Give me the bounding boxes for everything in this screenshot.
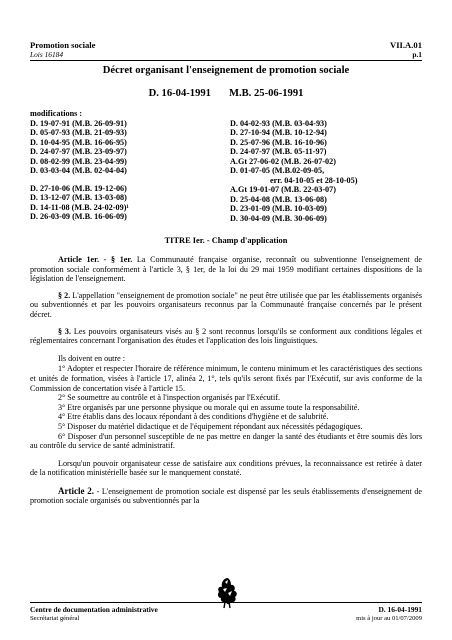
modifications-label: modifications :	[30, 109, 83, 118]
footer-update-date: mis à jour au 01/07/2009	[356, 615, 422, 622]
header-rule	[30, 60, 422, 61]
obligation-item: 1° Adopter et respecter l'horaire de référence minimum, le contenu minimum et les caractéristiques des sections et unités de formation, visées à l'article 17, alinéa 2, 1°, tels qu'ils seront fixés par l'Exécutif, sur avis conforme de la Commission de concertation visée à l'article 15.	[30, 364, 422, 393]
modification-entry: D. 01-07-05 (M.B.02-09-05,	[230, 166, 325, 175]
document-title: Décret organisant l'enseignement de promotion sociale	[102, 65, 350, 76]
footer-organisation: Centre de documentation administrative	[30, 605, 158, 614]
article-2-label: Article 2.	[58, 485, 95, 496]
decree-date: D. 16-04-1991	[148, 88, 211, 99]
obligation-item: 6° Disposer d'un personnel susceptible de ne pas mettre en danger la santé des étudiants et être soumis dès lors au contrôle du service de santé administratif.	[30, 431, 422, 451]
paragraph-2-text: L'appellation "enseignement de promotion sociale" ne peut être utilisée que par les établissements organisés ou subventionnés et par les pouvoirs organisateurs reconnus par la Communauté française concernés par le présent décret.	[30, 290, 423, 319]
article-1	[30, 255, 422, 284]
modification-entry: D. 03-03-04 (M.B. 02-04-04)	[30, 166, 127, 175]
obligation-item: 4° Etre établis dans des locaux répondant à des conditions d'hygiène et de salubrité.	[58, 412, 329, 422]
modifications-left-column	[30, 119, 230, 224]
page-footer	[30, 602, 422, 623]
modification-entry-continued: err. 04-10-05 et 28-10-05)	[270, 175, 358, 185]
paragraph-2	[30, 291, 422, 320]
rooster-logo-icon	[216, 576, 238, 610]
modification-entry: D. 14-11-08 (M.B. 24-02-09)¹	[30, 202, 129, 212]
footer-department: Secrétariat général	[30, 615, 80, 622]
article-1-section-label: § 1er.	[111, 255, 133, 264]
withdrawal-paragraph: Lorsqu'un pouvoir organisateur cesse de satisfaire aux conditions prévues, la reconnaissance est retirée à dater de la notification ministérielle basée sur le manquement constaté.	[30, 458, 422, 478]
modification-entry: D. 13-12-07 (M.B. 13-03-08)	[30, 193, 127, 202]
article-2	[30, 487, 422, 506]
modifications-right-column	[230, 119, 422, 224]
modification-entry: D. 27-10-06 (M.B. 19-12-06)	[30, 183, 127, 193]
footer-decree-ref: D. 16-04-1991	[378, 605, 422, 614]
header-lois: Lois 16184	[30, 50, 64, 59]
modification-entry: D. 25-07-96 (M.B. 16-10-96)	[230, 137, 327, 147]
modification-entry: A.Gt 19-01-07 (M.B. 22-03-07)	[230, 185, 336, 194]
paragraph-3-label: § 3.	[58, 326, 72, 336]
article-1-separator: -	[98, 255, 111, 264]
article-2-text: - L'enseignement de promotion sociale est dispensé par les seuls établissements d'enseignement de promotion sociale organisés ou subventionnés par la	[30, 486, 422, 506]
modification-entry: A.Gt 27-06-02 (M.B. 26-07-02)	[230, 156, 336, 166]
obligations-list	[30, 364, 422, 450]
modification-entry: D. 05-07-93 (M.B. 21-09-93)	[30, 128, 127, 137]
modification-entry: D. 24-07-97 (M.B. 05-11-97)	[230, 147, 327, 156]
modification-entry: D. 23-01-09 (M.B. 10-03-09)	[230, 204, 327, 213]
running-subheader	[30, 50, 422, 59]
paragraph-2-label: § 2.	[58, 290, 71, 300]
paragraph-3	[30, 327, 422, 346]
modification-entry: D. 19-07-91 (M.B. 26-09-91)	[30, 118, 127, 128]
modification-spacer	[30, 176, 230, 184]
document-dates	[30, 87, 422, 100]
modification-entry: D. 30-04-09 (M.B. 30-06-09)	[230, 213, 327, 223]
article-1-text: La Communauté française organise, reconnaît ou subventionne l'enseignement de promotion sociale conformément à l'article 3, § 1er, de la loi du 29 mai 1959 modifiant certaines dispositions de la législation de l'enseignement.	[30, 255, 422, 284]
modification-entry: D. 24-07-97 (M.B. 23-09-97)	[30, 147, 127, 156]
obligations-lead: Ils doivent en outre :	[58, 353, 125, 363]
header-code: VII.A.01	[390, 40, 422, 50]
modification-entry: D. 08-02-99 (M.B. 23-04-99)	[30, 156, 127, 166]
modification-entry: D. 25-04-08 (M.B. 13-06-08)	[230, 194, 327, 204]
header-page-number: p.1	[412, 50, 422, 59]
document-page	[30, 40, 422, 506]
moniteur-date: M.B. 25-06-1991	[228, 88, 304, 99]
obligation-item: 2° Se soumettre au contrôle et à l'inspection organisés par l'Exécutif.	[58, 393, 280, 403]
modifications-block	[30, 109, 422, 223]
footer-sub-row	[30, 615, 422, 623]
article-1-label: Article 1er.	[58, 255, 99, 264]
obligation-item: 3° Etre organisés par une personne physique ou morale qui en assume toute la responsabilité.	[58, 402, 360, 412]
running-header	[30, 40, 422, 50]
title-heading: TITRE Ier. - Champ d'application	[164, 236, 288, 245]
modification-entry: D. 04-02-93 (M.B. 03-04-93)	[230, 118, 327, 128]
obligation-item: 5° Disposer du matériel didactique et de l'équipement répondant aux nécessités pédagogiques.	[58, 421, 363, 431]
paragraph-3-text: Les pouvoirs organisateurs visés au § 2 sont reconnus lorsqu'ils se conforment aux conditions légales et réglementaires concernant l'organisation des études et l'application des lois linguistiques.	[30, 326, 423, 346]
modification-entry: D. 26-03-09 (M.B. 16-06-09)	[30, 212, 127, 221]
modification-entry: D. 10-04-95 (M.B. 16-06-95)	[30, 137, 127, 147]
modification-entry: D. 27-10-94 (M.B. 10-12-94)	[230, 128, 327, 137]
header-section: Promotion sociale	[30, 40, 96, 50]
